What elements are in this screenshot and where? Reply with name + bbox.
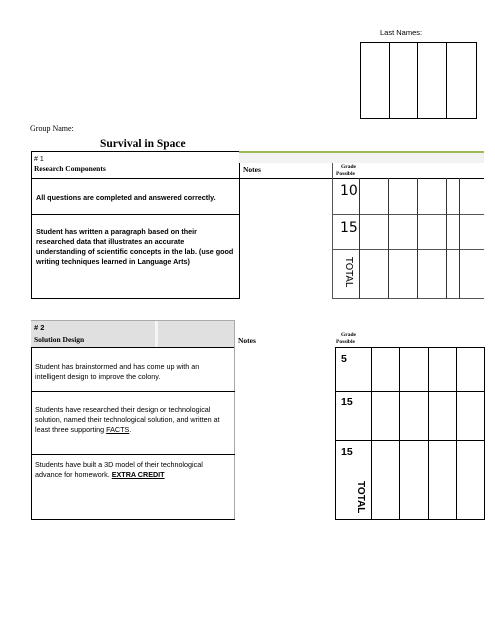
section2-row3-text: Students have built a 3D model of their technological advance for homework. EXTRA CREDIT	[35, 460, 203, 479]
section2-heading: Solution Design	[34, 335, 85, 344]
section1-notes-label: Notes	[243, 165, 261, 174]
page-title: Survival in Space	[100, 138, 186, 150]
section2-row2-text: Students have researched their design or technological solution, named their technological solution, and written at least three supporting FACTS.	[35, 405, 220, 434]
section1-possible-label: Possible	[336, 171, 355, 177]
section2-possible-label: Possible	[336, 339, 355, 345]
extra-credit-underlined: EXTRA CREDIT	[111, 470, 165, 479]
last-names-box	[360, 42, 477, 119]
section1-row1-text: All questions are completed and answered correctly.	[36, 193, 216, 202]
section2-notes-label: Notes	[238, 336, 256, 345]
section2-grade-label: Grade	[341, 332, 356, 338]
section1-row2-points: 15	[340, 220, 358, 236]
section2-row1-text: Student has brainstormed and has come up with an intelligent design to improve the colony.	[35, 362, 200, 381]
section2-total-label: TOTAL	[355, 481, 366, 514]
group-name-label: Group Name:	[30, 124, 74, 133]
section2-row1-points: 5	[341, 353, 347, 365]
section1-number: # 1	[34, 156, 44, 163]
section2-row2-points: 15	[341, 396, 353, 408]
section1-total-label: TOTAL	[343, 257, 354, 288]
section1-row1-points: 10	[340, 183, 358, 199]
section1-grade-label: Grade	[341, 164, 356, 170]
last-names-label: Last Names:	[380, 28, 423, 37]
section1-heading: Research Components	[34, 164, 106, 173]
section1-row2-text: Student has written a paragraph based on their researched data that illustrates an accurate understanding of scientific concepts in the lab. (use good writing techniques learned in Language Arts)	[36, 227, 234, 266]
section2-row3-points: 15	[341, 446, 353, 458]
facts-underlined: FACTS	[106, 425, 130, 434]
section2-number: # 2	[34, 323, 45, 332]
